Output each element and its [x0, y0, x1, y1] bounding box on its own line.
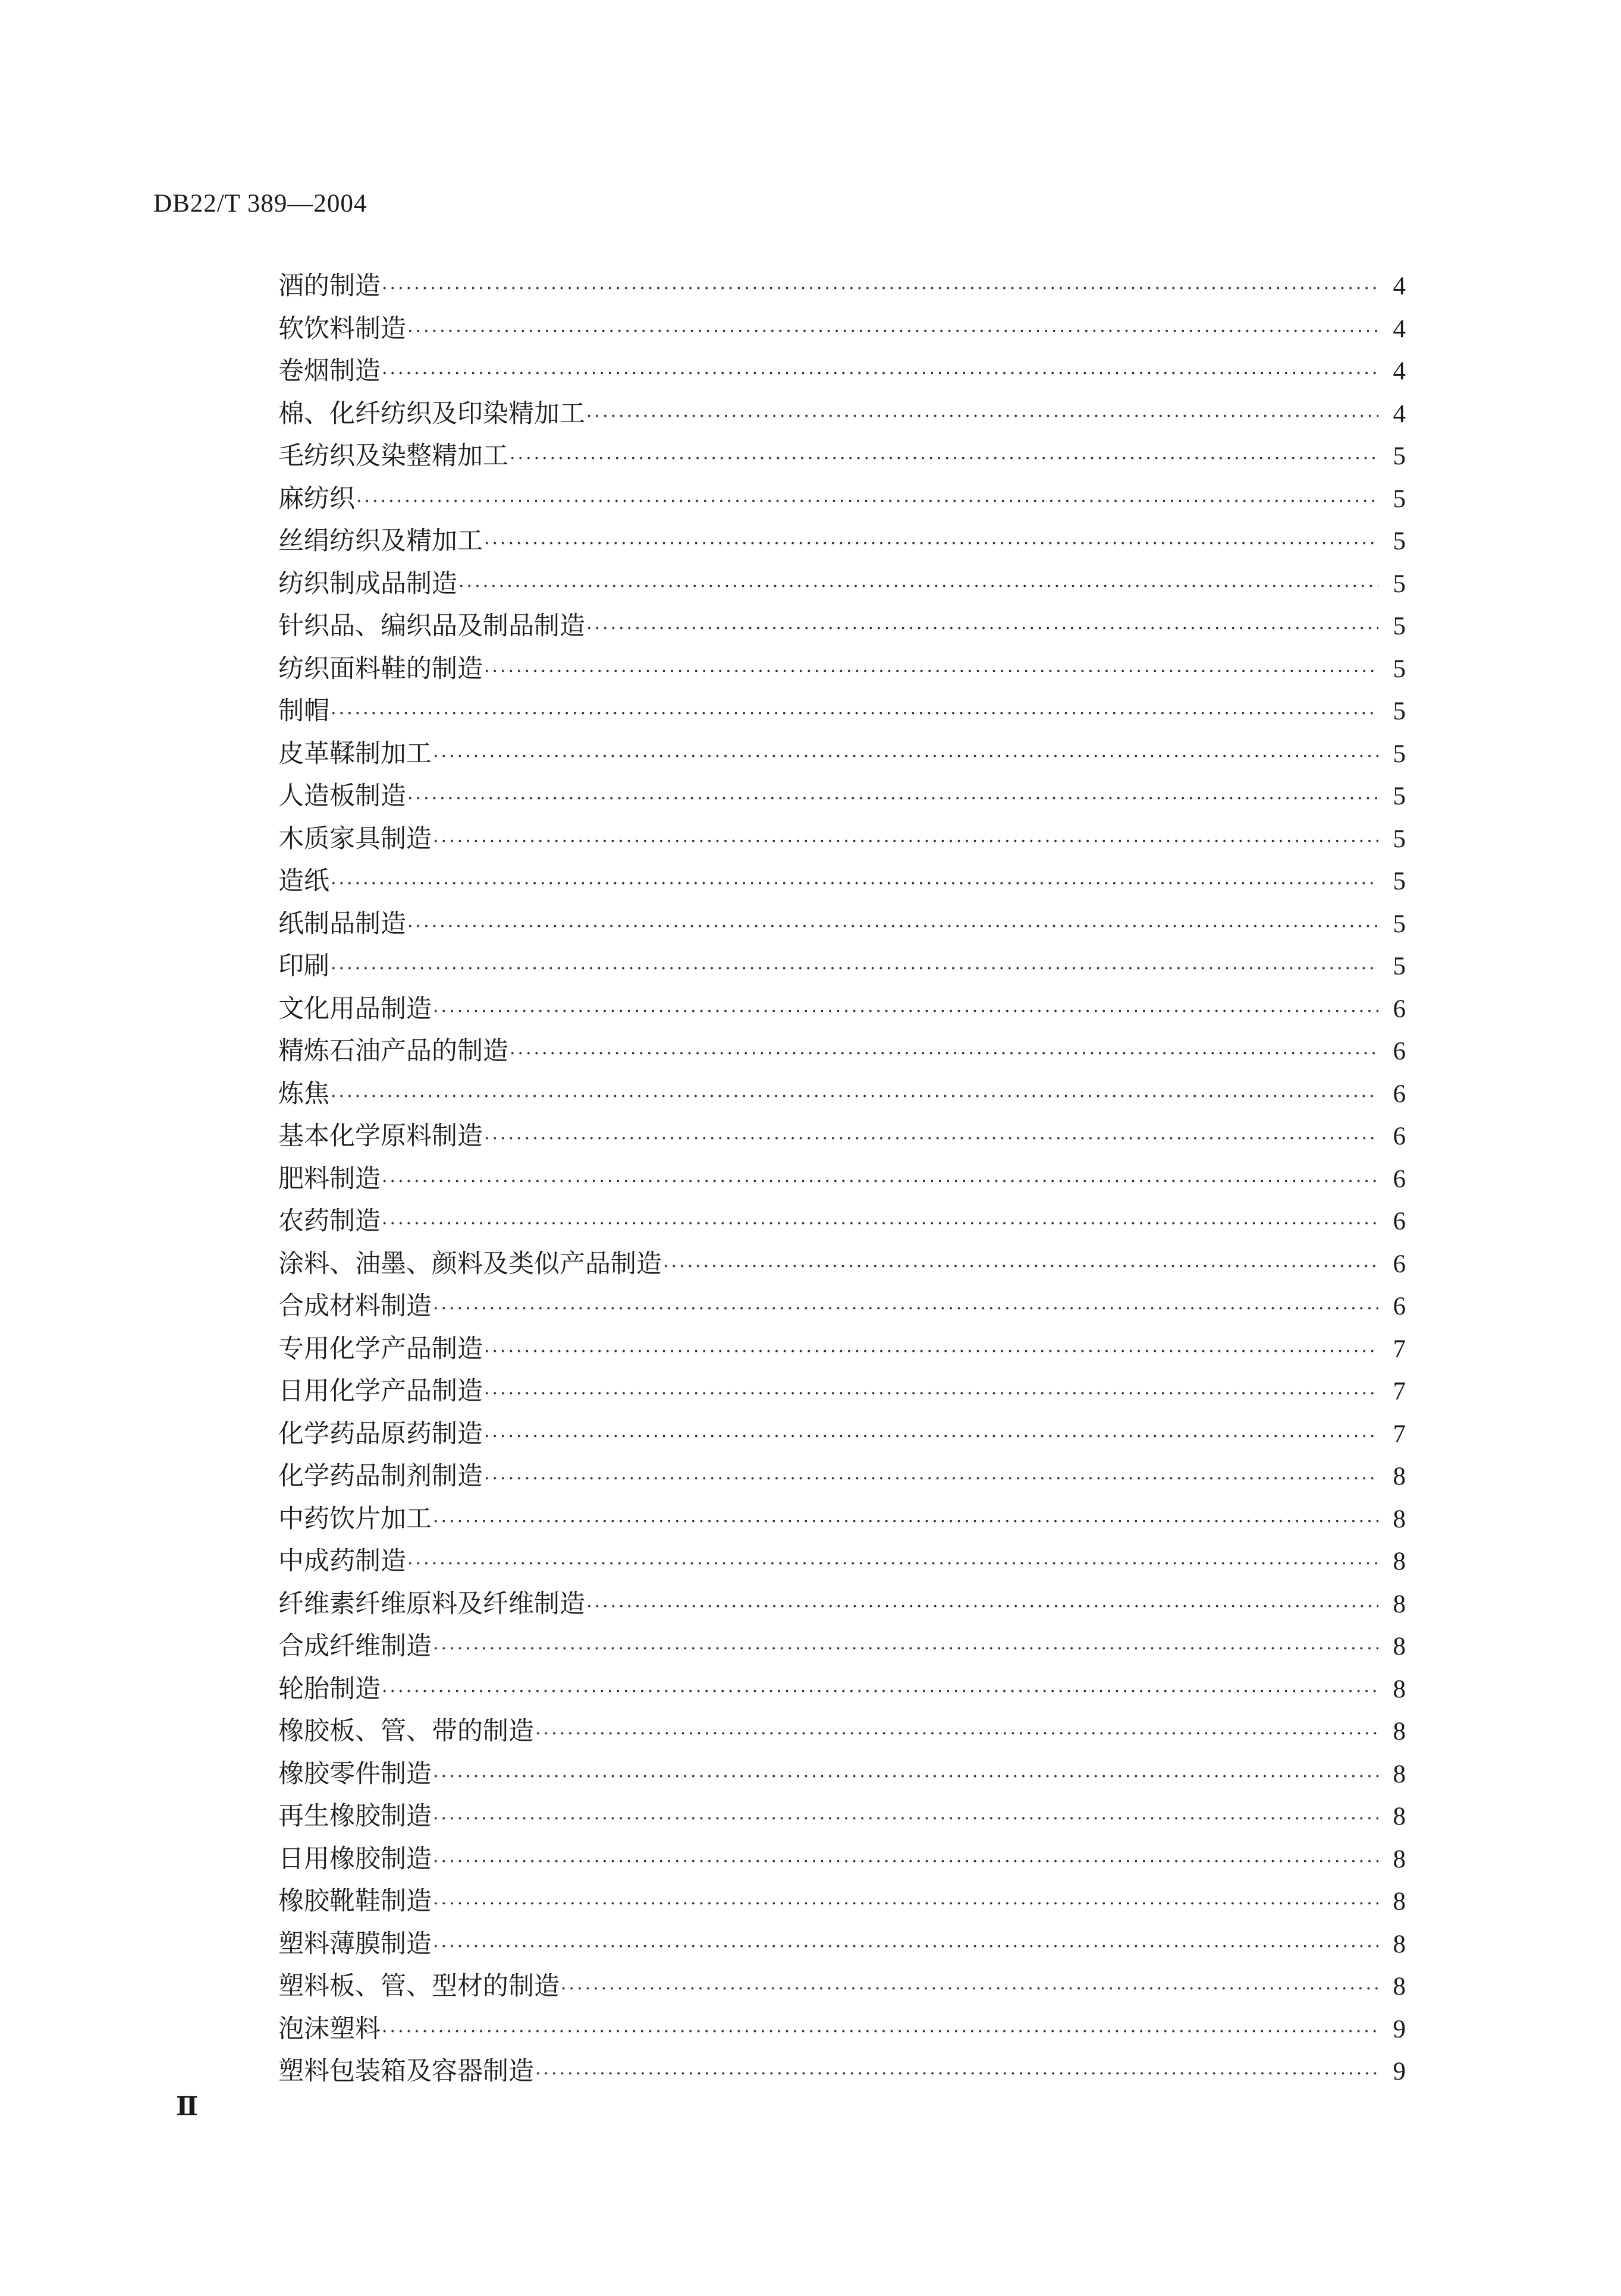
- toc-dot-leader: [484, 1373, 1378, 1416]
- toc-entry-title: 塑料薄膜制造: [278, 1929, 432, 1959]
- toc-dot-leader: [433, 820, 1378, 863]
- toc-entry-title: 泡沫塑料: [278, 2014, 381, 2044]
- toc-entry: [278, 265, 1406, 308]
- toc-entry-title: 造纸: [278, 866, 329, 896]
- toc-entry-page: 8: [1393, 1505, 1406, 1533]
- toc-dot-leader: [331, 693, 1378, 735]
- toc-entry-page: 9: [1393, 2058, 1406, 2086]
- toc-entry-title: 日用橡胶制造: [278, 1844, 432, 1874]
- toc-dot-leader: [510, 438, 1378, 480]
- toc-dot-leader: [433, 1501, 1378, 1543]
- toc-entry: [278, 605, 1406, 648]
- toc-dot-leader: [433, 1883, 1378, 1926]
- toc-dot-leader: [561, 1968, 1378, 2011]
- toc-entry: [278, 1710, 1406, 1753]
- toc-dot-leader: [484, 1331, 1378, 1373]
- toc-entry-title: 涂料、油墨、颜料及类似产品制造: [278, 1248, 662, 1279]
- toc-entry: [278, 350, 1406, 393]
- toc-entry-page: 5: [1393, 867, 1406, 895]
- toc-dot-leader: [586, 395, 1378, 438]
- toc-entry-page: 6: [1393, 1292, 1406, 1320]
- toc-entry-page: 5: [1393, 697, 1406, 725]
- toc-entry: [278, 1965, 1406, 2008]
- toc-entry-page: 8: [1393, 1973, 1406, 2001]
- toc-dot-leader: [356, 480, 1378, 523]
- toc-entry-page: 9: [1393, 2015, 1406, 2043]
- toc-entry: [278, 520, 1406, 563]
- toc-entry-title: 纺织制成品制造: [278, 568, 457, 599]
- toc-entry-page: 5: [1393, 910, 1406, 938]
- toc-entry-title: 塑料包装箱及容器制造: [278, 2056, 534, 2086]
- toc-dot-leader: [382, 353, 1378, 395]
- toc-entry: [278, 648, 1406, 691]
- toc-dot-leader: [484, 1458, 1378, 1501]
- toc-dot-leader: [586, 608, 1378, 650]
- toc-entry-page: 4: [1393, 357, 1406, 385]
- toc-entry: [278, 1073, 1406, 1116]
- toc-entry: [278, 1880, 1406, 1923]
- toc-entry-title: 丝绢纺织及精加工: [278, 526, 483, 556]
- toc-entry: [278, 1200, 1406, 1243]
- toc-dot-leader: [433, 990, 1378, 1033]
- toc-entry-title: 炼焦: [278, 1078, 329, 1109]
- toc-dot-leader: [433, 1841, 1378, 1883]
- toc-entry: [278, 1413, 1406, 1456]
- toc-dot-leader: [535, 1713, 1378, 1756]
- toc-entry: [278, 1285, 1406, 1328]
- toc-entry-page: 6: [1393, 1037, 1406, 1065]
- toc-entry-page: 8: [1393, 1462, 1406, 1490]
- table-of-contents: [278, 265, 1406, 2093]
- toc-entry: [278, 1455, 1406, 1498]
- toc-entry-page: 8: [1393, 1803, 1406, 1830]
- toc-entry: [278, 860, 1406, 903]
- toc-entry-page: 7: [1393, 1420, 1406, 1448]
- toc-entry-title: 化学药品制剂制造: [278, 1461, 483, 1491]
- toc-entry-page: 8: [1393, 1845, 1406, 1873]
- toc-dot-leader: [663, 1245, 1378, 1288]
- toc-entry: [278, 478, 1406, 521]
- toc-entry-page: 5: [1393, 655, 1406, 683]
- toc-entry-page: 6: [1393, 1165, 1406, 1193]
- toc-dot-leader: [407, 310, 1378, 353]
- toc-entry-page: 8: [1393, 1888, 1406, 1916]
- toc-entry: [278, 1795, 1406, 1838]
- toc-dot-leader: [382, 1203, 1378, 1245]
- toc-entry: [278, 1923, 1406, 1966]
- toc-entry-title: 木质家具制造: [278, 823, 432, 854]
- toc-entry-page: 6: [1393, 995, 1406, 1023]
- toc-dot-leader: [535, 2053, 1378, 2096]
- toc-entry-page: 4: [1393, 400, 1406, 428]
- toc-entry-title: 针织品、编织品及制品制造: [278, 611, 585, 641]
- toc-dot-leader: [382, 1671, 1378, 1713]
- toc-entry-page: 7: [1393, 1335, 1406, 1363]
- toc-entry-title: 皮革鞣制加工: [278, 738, 432, 769]
- toc-entry-title: 合成材料制造: [278, 1291, 432, 1321]
- toc-entry: [278, 2008, 1406, 2051]
- toc-entry-page: 5: [1393, 570, 1406, 598]
- toc-entry-title: 软饮料制造: [278, 313, 406, 344]
- toc-entry-page: 5: [1393, 612, 1406, 640]
- toc-entry-title: 制帽: [278, 696, 329, 726]
- toc-entry-page: 8: [1393, 1590, 1406, 1618]
- toc-entry-page: 5: [1393, 782, 1406, 810]
- toc-dot-leader: [458, 565, 1378, 608]
- toc-entry-page: 4: [1393, 272, 1406, 300]
- toc-dot-leader: [382, 2011, 1378, 2053]
- toc-entry: [278, 945, 1406, 988]
- page-number: Ⅱ: [176, 2092, 199, 2121]
- toc-dot-leader: [331, 948, 1378, 990]
- toc-entry-page: 6: [1393, 1080, 1406, 1108]
- toc-entry: [278, 818, 1406, 861]
- toc-entry: [278, 1540, 1406, 1583]
- toc-dot-leader: [433, 1756, 1378, 1798]
- toc-entry-title: 日用化学产品制造: [278, 1376, 483, 1406]
- toc-entry: [278, 1753, 1406, 1796]
- toc-entry: [278, 563, 1406, 606]
- toc-entry-page: 5: [1393, 442, 1406, 470]
- toc-dot-leader: [433, 735, 1378, 778]
- toc-entry-page: 8: [1393, 1718, 1406, 1745]
- toc-entry: [278, 1370, 1406, 1413]
- toc-entry-title: 中药饮片加工: [278, 1504, 432, 1534]
- toc-dot-leader: [484, 1416, 1378, 1458]
- toc-entry: [278, 1838, 1406, 1881]
- toc-dot-leader: [331, 863, 1378, 905]
- toc-dot-leader: [382, 1160, 1378, 1203]
- toc-entry: [278, 903, 1406, 946]
- toc-entry-title: 酒的制造: [278, 271, 381, 301]
- toc-dot-leader: [407, 905, 1378, 948]
- toc-entry: [278, 393, 1406, 436]
- toc-entry-title: 橡胶靴鞋制造: [278, 1886, 432, 1916]
- toc-entry: [278, 1498, 1406, 1541]
- toc-dot-leader: [331, 1075, 1378, 1118]
- toc-dot-leader: [510, 1033, 1378, 1075]
- toc-dot-leader: [433, 1288, 1378, 1331]
- toc-entry: [278, 1158, 1406, 1201]
- toc-entry-title: 棉、化纤纺织及印染精加工: [278, 398, 585, 429]
- toc-entry: [278, 690, 1406, 733]
- toc-entry-title: 基本化学原料制造: [278, 1121, 483, 1151]
- toc-entry-title: 合成纤维制造: [278, 1631, 432, 1661]
- toc-entry-title: 塑料板、管、型材的制造: [278, 1971, 560, 2001]
- toc-entry-title: 纤维素纤维原料及纤维制造: [278, 1589, 585, 1619]
- toc-entry: [278, 1115, 1406, 1158]
- toc-entry: [278, 1625, 1406, 1668]
- toc-entry-page: 5: [1393, 825, 1406, 853]
- standard-code-header: DB22/T 389—2004: [153, 190, 367, 218]
- toc-entry-title: 麻纺织: [278, 483, 355, 514]
- toc-dot-leader: [382, 268, 1378, 310]
- toc-dot-leader: [586, 1586, 1378, 1628]
- toc-entry-page: 5: [1393, 527, 1406, 555]
- toc-entry-page: 8: [1393, 1930, 1406, 1958]
- toc-dot-leader: [484, 523, 1378, 565]
- toc-dot-leader: [484, 650, 1378, 693]
- toc-entry-title: 毛纺织及染整精加工: [278, 441, 508, 471]
- toc-entry: [278, 308, 1406, 351]
- toc-entry-page: 8: [1393, 1760, 1406, 1788]
- toc-dot-leader: [407, 778, 1378, 820]
- toc-entry-title: 橡胶板、管、带的制造: [278, 1716, 534, 1746]
- toc-entry-title: 农药制造: [278, 1206, 381, 1236]
- toc-entry-page: 5: [1393, 485, 1406, 513]
- toc-entry: [278, 1328, 1406, 1371]
- toc-entry-page: 5: [1393, 952, 1406, 980]
- toc-entry-page: 5: [1393, 740, 1406, 768]
- toc-entry: [278, 775, 1406, 818]
- toc-entry-page: 6: [1393, 1207, 1406, 1235]
- toc-entry: [278, 988, 1406, 1031]
- toc-entry-title: 印刷: [278, 951, 329, 981]
- toc-entry: [278, 435, 1406, 478]
- toc-entry-title: 中成药制造: [278, 1546, 406, 1576]
- toc-entry-title: 专用化学产品制造: [278, 1333, 483, 1364]
- toc-entry-page: 7: [1393, 1377, 1406, 1405]
- toc-entry-page: 4: [1393, 314, 1406, 343]
- toc-entry-title: 橡胶零件制造: [278, 1759, 432, 1789]
- toc-entry: [278, 1030, 1406, 1073]
- toc-entry-page: 8: [1393, 1633, 1406, 1660]
- toc-entry-title: 纸制品制造: [278, 908, 406, 939]
- toc-entry-title: 人造板制造: [278, 781, 406, 811]
- toc-entry: [278, 1583, 1406, 1626]
- toc-entry: [278, 2050, 1406, 2093]
- toc-dot-leader: [484, 1118, 1378, 1160]
- toc-entry-title: 肥料制造: [278, 1163, 381, 1194]
- toc-entry-page: 8: [1393, 1675, 1406, 1703]
- toc-entry-page: 8: [1393, 1548, 1406, 1575]
- toc-entry-title: 纺织面料鞋的制造: [278, 653, 483, 684]
- toc-entry: [278, 1668, 1406, 1711]
- toc-entry-title: 精炼石油产品的制造: [278, 1036, 508, 1066]
- toc-entry-title: 文化用品制造: [278, 993, 432, 1024]
- toc-entry: [278, 1243, 1406, 1286]
- toc-entry: [278, 733, 1406, 776]
- toc-dot-leader: [433, 1926, 1378, 1968]
- toc-entry-title: 再生橡胶制造: [278, 1801, 432, 1831]
- toc-entry-page: 6: [1393, 1250, 1406, 1278]
- toc-entry-page: 6: [1393, 1122, 1406, 1150]
- toc-dot-leader: [433, 1798, 1378, 1841]
- toc-entry-title: 化学药品原药制造: [278, 1419, 483, 1449]
- toc-dot-leader: [407, 1543, 1378, 1586]
- toc-dot-leader: [433, 1628, 1378, 1671]
- toc-entry-title: 卷烟制造: [278, 356, 381, 386]
- toc-entry-title: 轮胎制造: [278, 1674, 381, 1704]
